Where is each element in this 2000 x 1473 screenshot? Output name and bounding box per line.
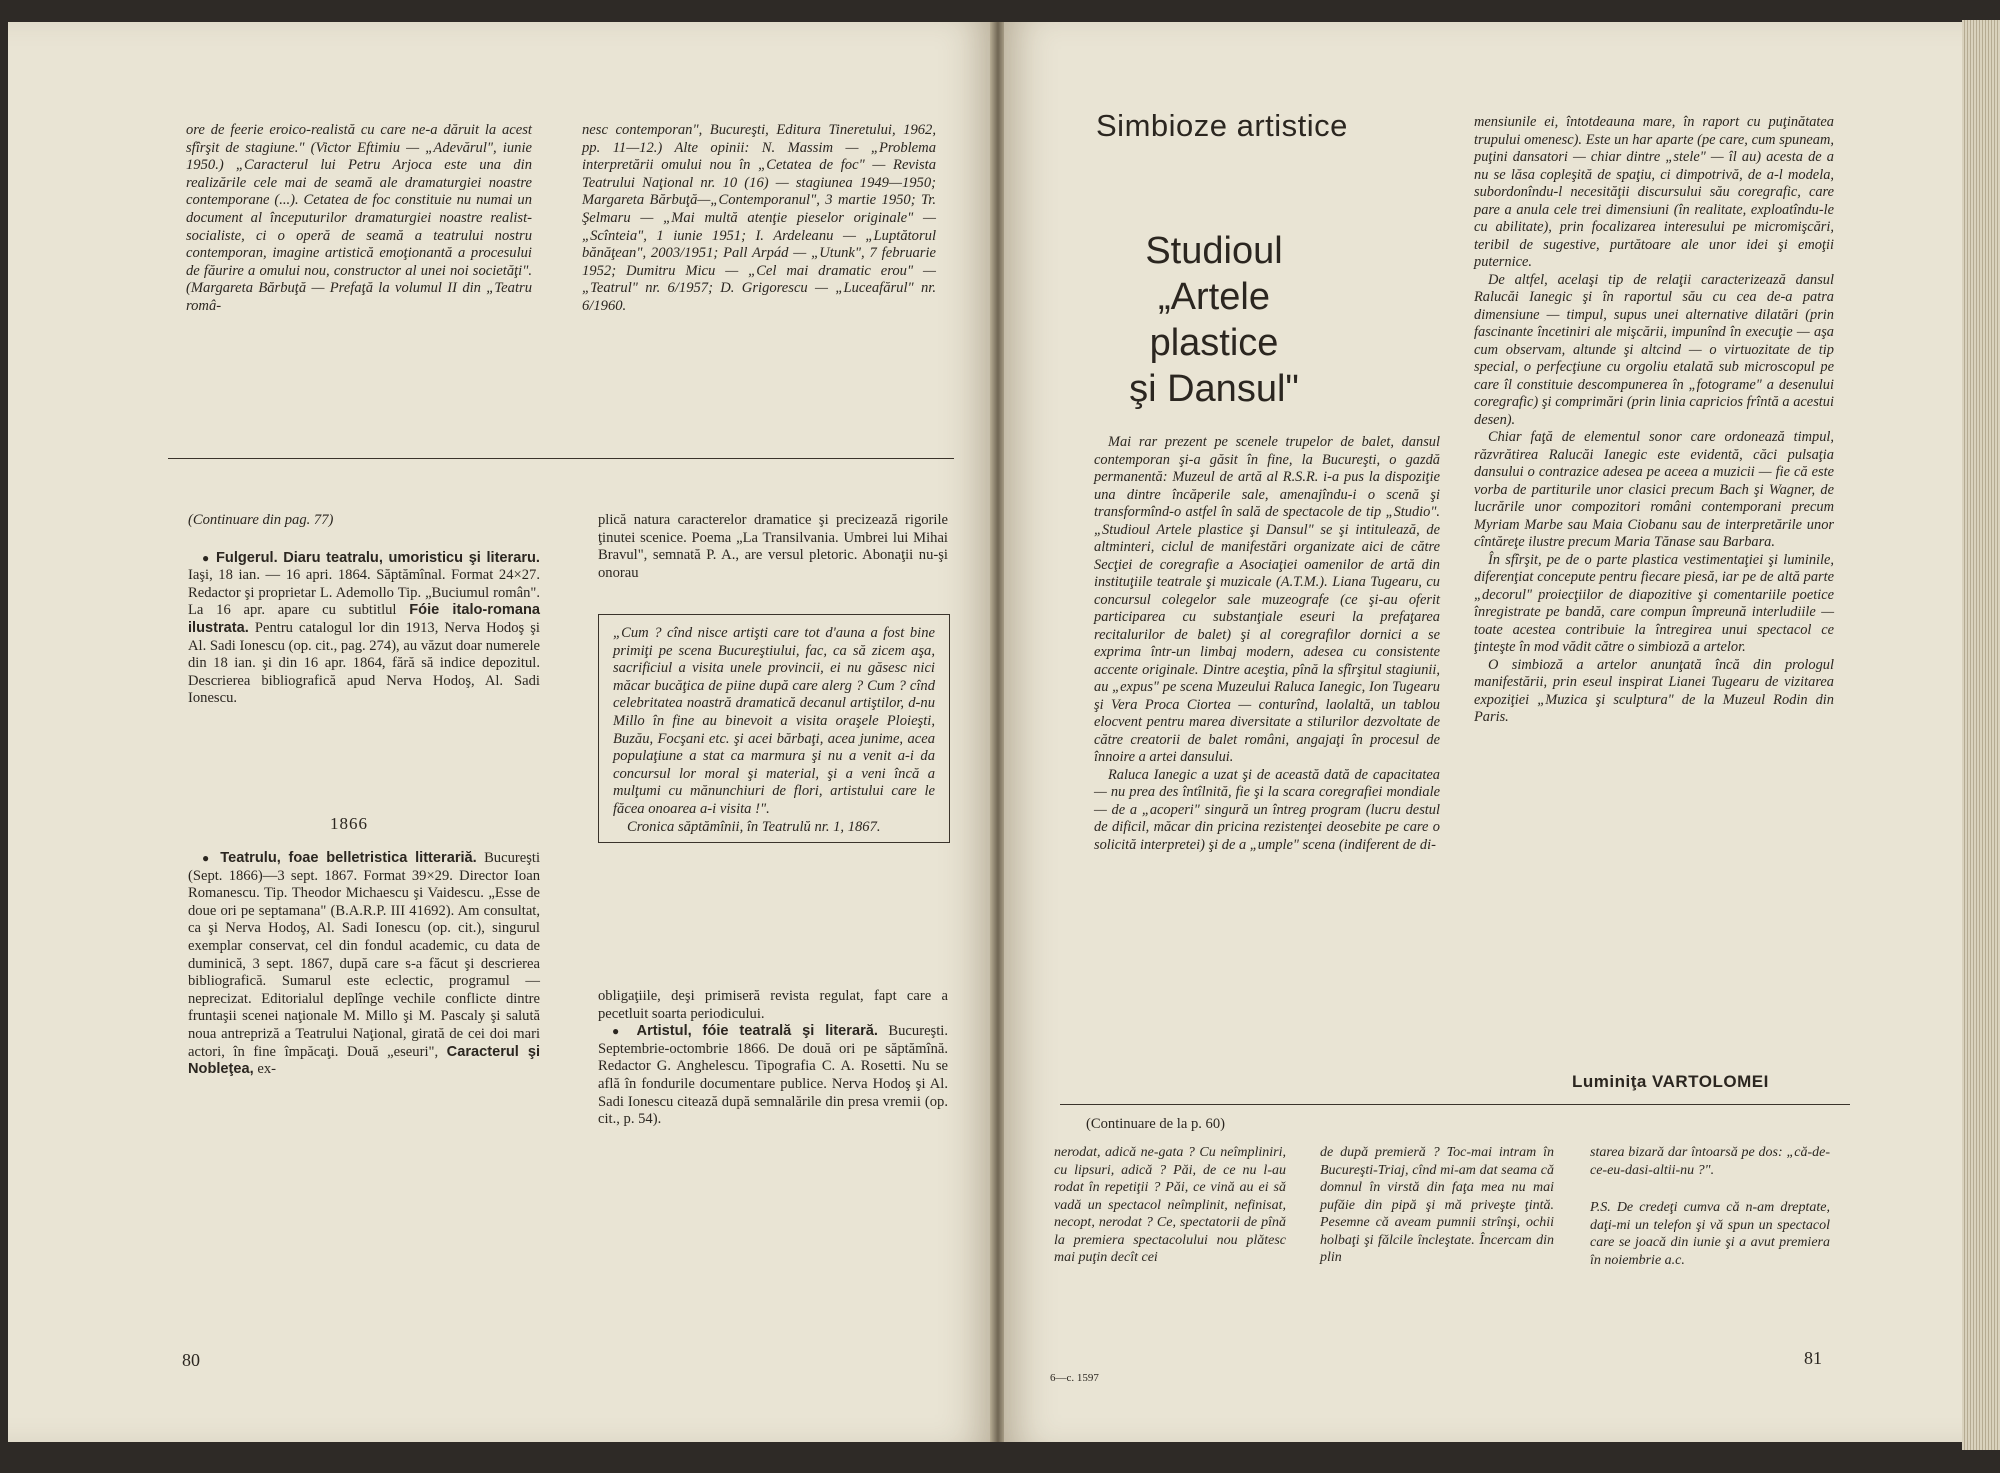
postscript: P.S. De credeţi cumva că n-am dreptate, daţi-mi un telefon şi vă spun un spectacol care se joacă din iunie şi a avut premiera în noiembrie a.c. — [1590, 1200, 1830, 1268]
bottom-column-1 — [1054, 1144, 1286, 1267]
article-column-a — [1094, 434, 1440, 854]
entry-title: Teatrulu, foae belletristica litterariă. — [220, 850, 477, 866]
article-para: Raluca Ianegic a uzat şi de această dată de capacitatea — nu prea des întîlnită, fie şi la scara coregrafiei mondiale — de a „acoperi" singură un întreg program (lucru destul de dificil, măcar din pricina rezistenţei deosebite pe care o solicită interpretei) şi de a „umple" scena (indiferent de di- — [1094, 766, 1440, 853]
mid-column — [598, 512, 948, 582]
entry-artistul — [598, 1023, 948, 1129]
mid-text-2: obligaţiile, deşi primiseră revista regulat, fapt care a pecetluit soarta periodicului. — [598, 988, 948, 1022]
bottom-column-2 — [1320, 1144, 1554, 1267]
mid-column-lower — [598, 988, 948, 1129]
bullet-icon: ● — [202, 851, 213, 865]
entry-text: Bucureşti (Sept. 1866)—3 sept. 1867. Format 39×29. Director Ioan Romanescu. Tip. Theodor Michaescu şi Vaidescu. „Esse de doue ori pe septamana" (B.A.R.P. III 41692). Am consultat, ca şi Nerva Hodoş, Al. Sadi Ionescu (op. cit.), singurul exemplar conservat, cel din fondul academic, cu data de duminică, 3 sept. 1867, după care s-a făcut şi descrierea bibliografică. Sumarul este eclectic, programul — neprecizat. Editorialul deplînge vechile conflicte dintre fruntaşii scenei naţionale M. Millo şi M. Pascaly şi salută noua antrepriză a Teatrului Naţional, girată de cei doi mari actori, în fine împăcaţi. Două „eseuri", — [188, 850, 540, 1060]
bottom-column-3-text: starea bizară dar întoarsă pe dos: „că-de-ce-eu-dasi-altii-nu ?". — [1590, 1145, 1830, 1178]
page-number-right: 81 — [1804, 1348, 1822, 1368]
left-page — [8, 22, 992, 1442]
top-column-2-text: nesc contemporan", Bucureşti, Editura Tineretului, 1962, pp. 11—12.) Alte opinii: N. Massim — „Problema interpretării omului nou în „Cetatea de foc" — Revista Teatrului Naţional nr. 10 (16) — stagiunea 1949—1950; Margareta Bărbuţă—„Contemporanul", 3 martie 1950; Tr. Şelmaru — „Mai multă atenţie pieselor originale" — „Scînteia", 1 iunie 1951; I. Ardeleanu — „Luptătorul bănăţean", 2003/1951; Pall Arpád — „Utunk", 7 februarie 1952; Dumitru Micu — „Cel mai dramatic erou" — „Teatrul" nr. 6/1957; D. Grigorescu — „Luceafărul" nr. 6/1960. — [582, 122, 936, 314]
year-heading: 1866 — [330, 814, 368, 833]
left-column-lower — [188, 850, 540, 1079]
section-kicker: Simbioze artistice — [1096, 108, 1348, 143]
bottom-column-2-text: de după premieră ? Toc-mai intram în Bucureşti-Triaj, cînd mi-am dat seama că domnul în virstă din faţa mea nu mai pufăie din pipă şi mă priveşte ţintă. Pesemne că aveam pumnii strînşi, ochii holbaţi şi fălcile încleştate. Încercam din plin — [1320, 1145, 1554, 1265]
mid-text: plică natura caracterelor dramatice şi precizează rigorile ţinutei scenice. Poema „La Transilvania. Umbrei lui Mihai Bravul", semnată P. A., are versul pletoric. Abonaţii nu-şi onorau — [598, 512, 948, 581]
entry-text: Bucureşti. Septembrie-octombrie 1866. De două ori pe săptămînă. Redactor G. Anghelescu. Tipografia C. A. Rosetti. Nu se află în fondurile documentare publice. Nerva Hodoş şi Al. Sadi Ionescu citează după semnalările din presa vremii (op. cit., p. 54). — [598, 1023, 948, 1128]
quote-source — [613, 819, 935, 837]
quote-source-title: Teatrulŭ nr. 1, 1867. — [761, 818, 881, 835]
article-column-b — [1474, 114, 1834, 727]
quote-box — [598, 614, 950, 843]
entry-text: Iaşi, 18 ian. — 16 apri. 1864. Săptămînal. Format 24×27. Redactor şi proprietar L. Ademollo Tip. „Buciumul român". La 16 apr. apare cu subtitlul — [188, 567, 540, 619]
article-para: mensiunile ei, întotdeauna mare, în raport cu puţinătatea trupului omenesc). Este un har aparte (pe care, cum spuneam, puţini dansatori — chiar dintre „stele" — îl au) acesta de a nu se lăsa copleşită de spaţiu, ci dimpotrivă, de a-l modela, subordonîndu-l necesităţii discursului său coregrafic, care pare a anula cele trei dimensiuni (în realitate, exploatîndu-le cu abilitate), prin focalizarea interesului pe micromişcări, teribil de sugestive, purtătoare ale unor idei şi emoţii puternice. — [1474, 114, 1834, 270]
author-name: Luminiţa VARTOLOMEI — [1572, 1072, 1769, 1091]
entry-title: Artistul, fóie teatrală şi literară. — [636, 1023, 878, 1040]
article-para: De altfel, acelaşi tip de relaţii caracterizează dansul Ralucăi Ianegic şi în raportul său cu cea de-a patra dimensiune — timpul, supus unei alternative dilatări (prin fascinante încetiniri ale mişcării, impunînd în execuţie — aşa cum observam, altunde şi altcind — o virtuozitate de tip special, o perfecţiune cu orgoliu etalată sub microscopul pe care îl constituie descompunerea în „fotograme" a desenului coregrafic) şi comprimări (prin linia capricios frîntă a acestui desen). — [1474, 271, 1834, 428]
top-column-2 — [582, 122, 936, 316]
article-title — [1094, 228, 1334, 412]
entry-title: Fulgerul. Diaru teatralu, umoristicu şi literaru. — [216, 549, 540, 566]
continuation-text: (Continuare de la p. 60) — [1086, 1116, 1226, 1132]
print-code: 6—c. 1597 — [1050, 1372, 1099, 1384]
horizontal-rule — [1060, 1104, 1850, 1105]
bottom-column-3 — [1590, 1144, 1830, 1269]
entry-teatrulu — [188, 850, 540, 1079]
horizontal-rule — [168, 458, 954, 459]
entry-text-end: ex- — [257, 1061, 276, 1078]
page-edges — [1962, 20, 2000, 1450]
continuation-note-right — [1086, 1116, 1386, 1134]
title-line: şi Dansul" — [1129, 368, 1299, 410]
title-line: plastice — [1149, 322, 1279, 364]
article-para: O simbioză a artelor anunţată încă din prologul manifestării, prin eseul inspirat Lianei Tugearu de vizitarea expoziţiei „Muzica şi sculptura" de la Muzeul Rodin din Paris. — [1474, 656, 1834, 725]
quote-source-pre: Cronica săptămînii, în — [627, 818, 759, 835]
entry-text-2: Pentru catalogul lor din 1913, Nerva Hodoş şi Al. Sadi Ionescu (op. cit., pag. 274), au văzut doar numerele din 18 ian. şi din 16 apr. 1864, fără să indice depozitul. Descrierea bibliografică apud Nerva Hodoş, Al. Sadi Ionescu. — [188, 619, 540, 707]
article-para: În sfîrşit, pe de o parte plastica vestimentaţiei şi luminile, diferenţiat concepute pentru fiecare piesă, iar pe de altă parte „decorul" proiecţiilor de diapozitive şi comentariile poetice înregistrate pe bandă, care compun împreună interludiile — toate acestea contribuie la întregirea unui spectacol ce ţinteşte în mod vădit către o simbioză a artelor. — [1474, 551, 1834, 655]
title-line: „Artele — [1158, 276, 1270, 318]
article-para: Mai rar prezent pe scenele trupelor de balet, dansul contemporan şi-a găsit în fine, la Bucureşti, o gazdă permanentă: Muzeul de artă al R.S.R. i-a pus la dispoziţie una dintre încăperile sale, amenajîndu-i o scenă şi transformînd-o astfel în sală de spectacole de tip „Studio". „Studioul Artele plastice şi Dansul" se şi intitulează, de altminteri, ciclul de manifestări organizate aici de către Secţiei de coregrafie a Asociaţiei oamenilor de artă din instituţiile teatrale şi muzicale (A.T.M.). Liana Tugearu, cu concursul colegelor sale muzeografe (ce şi-au oferit participarea cu substanţiale eseuri la prefaţarea recitalurilor de balet) şi al coregrafilor dornici a se exprima într-un limbaj modern, adesea cu consistente accente originale. Dintre aceştia, pînă la sfîrşitul stagiunii, au „expus" pe scena Muzeului Raluca Ianegic, Ion Tugearu şi Vera Proca Ciortea — conturînd, laolaltă, un tablou elocvent pentru marea diversitate a stilurilor dezvoltate de către creatorii de balet români, angajaţi în procesul de înnoire a artei dansului. — [1094, 434, 1440, 765]
right-page — [1004, 22, 1964, 1442]
bottom-column-1-text: nerodat, adică ne-gata ? Cu neîmpliniri, cu lipsuri, adică ? Păi, de ce nu l-au rodat în repetiţii ? Păi, ce vină au ei să vadă un spectacol neîmplinit, nefinisat, necopt, nerodat ? Ce, spectatorii de pînă la premiera spectacolului nou plătesc mai puţin decît cei — [1054, 1145, 1286, 1265]
bullet-icon: ● — [612, 1024, 627, 1039]
bullet-icon: ● — [202, 550, 211, 565]
entry-works: Caracterul şi Nobleţea, — [188, 1043, 540, 1078]
title-line: Studioul — [1145, 230, 1283, 272]
left-column — [188, 512, 540, 708]
entry-subtitle: Fóie italo-romana ilustrata. — [188, 602, 540, 636]
article-para: Chiar faţă de elementul sonor care ordonează timpul, răzvrătirea Ralucăi Ianegic este evidentă, căci pulsaţia dansului o contrazice adesea pe aceea a muzicii — fie că este vorba de partiturile unor clasici precum Bach şi Wagner, de lucrările unor compozitori români contemporani precum Myriam Marbe sau Maia Ciobanu sau de interpretările unor cîntăreţe ilustre precum Maria Tănase sau Barbara. — [1474, 429, 1834, 550]
page-number-left: 80 — [182, 1350, 200, 1370]
entry-fulgerul — [188, 550, 540, 708]
top-column-1 — [186, 122, 532, 316]
quote-text: „Cum ? cînd nisce artişti care tot d'auna a fost bine primiţi pe scena Bucureştiului, fac, ca să zicem aşa, sacrificiul a visita unele provincii, ei nu găsesc nici măcar bucăţica de piine după care alerg ? Cum ? cînd celebritatea noastră dramatică decanul artiştilor, d-nu Millo în fine au binevoit a visita oraşele Ploieşti, Buzău, Focşani etc. şi acei bărbaţi, acea junime, acea populaţiune a stat ca marmura şi nu a venit a-i da concursul lor moral şi material, şi a veni încă a mulţumi cu mănunchiuri de flori, artistului care le făcea onoarea a-i visita !". — [613, 625, 935, 817]
continuation-note: (Continuare din pag. 77) — [188, 512, 334, 528]
top-column-1-text: ore de feerie eroico-realistă cu care ne-a dăruit la acest sfîrşit de stagiune." (Victor Eftimiu — „Adevărul", iunie 1950.) „Caracterul lui Petru Arjoca este una din realizările cele mai de seamă ale dramaturgiei noastre contemporane (...). Cetatea de foc constituie nu numai un document al începuturilor dramaturgiei noastre realist-socialiste, ci o operă de seamă a teatrului nostru contemporan, imagine artistică emoţionantă a procesului de făurire a omului nou, constructor al unei noi societăţi". (Margareta Bărbuţă — Prefaţă la volumul II din „Teatru româ- — [186, 122, 532, 314]
